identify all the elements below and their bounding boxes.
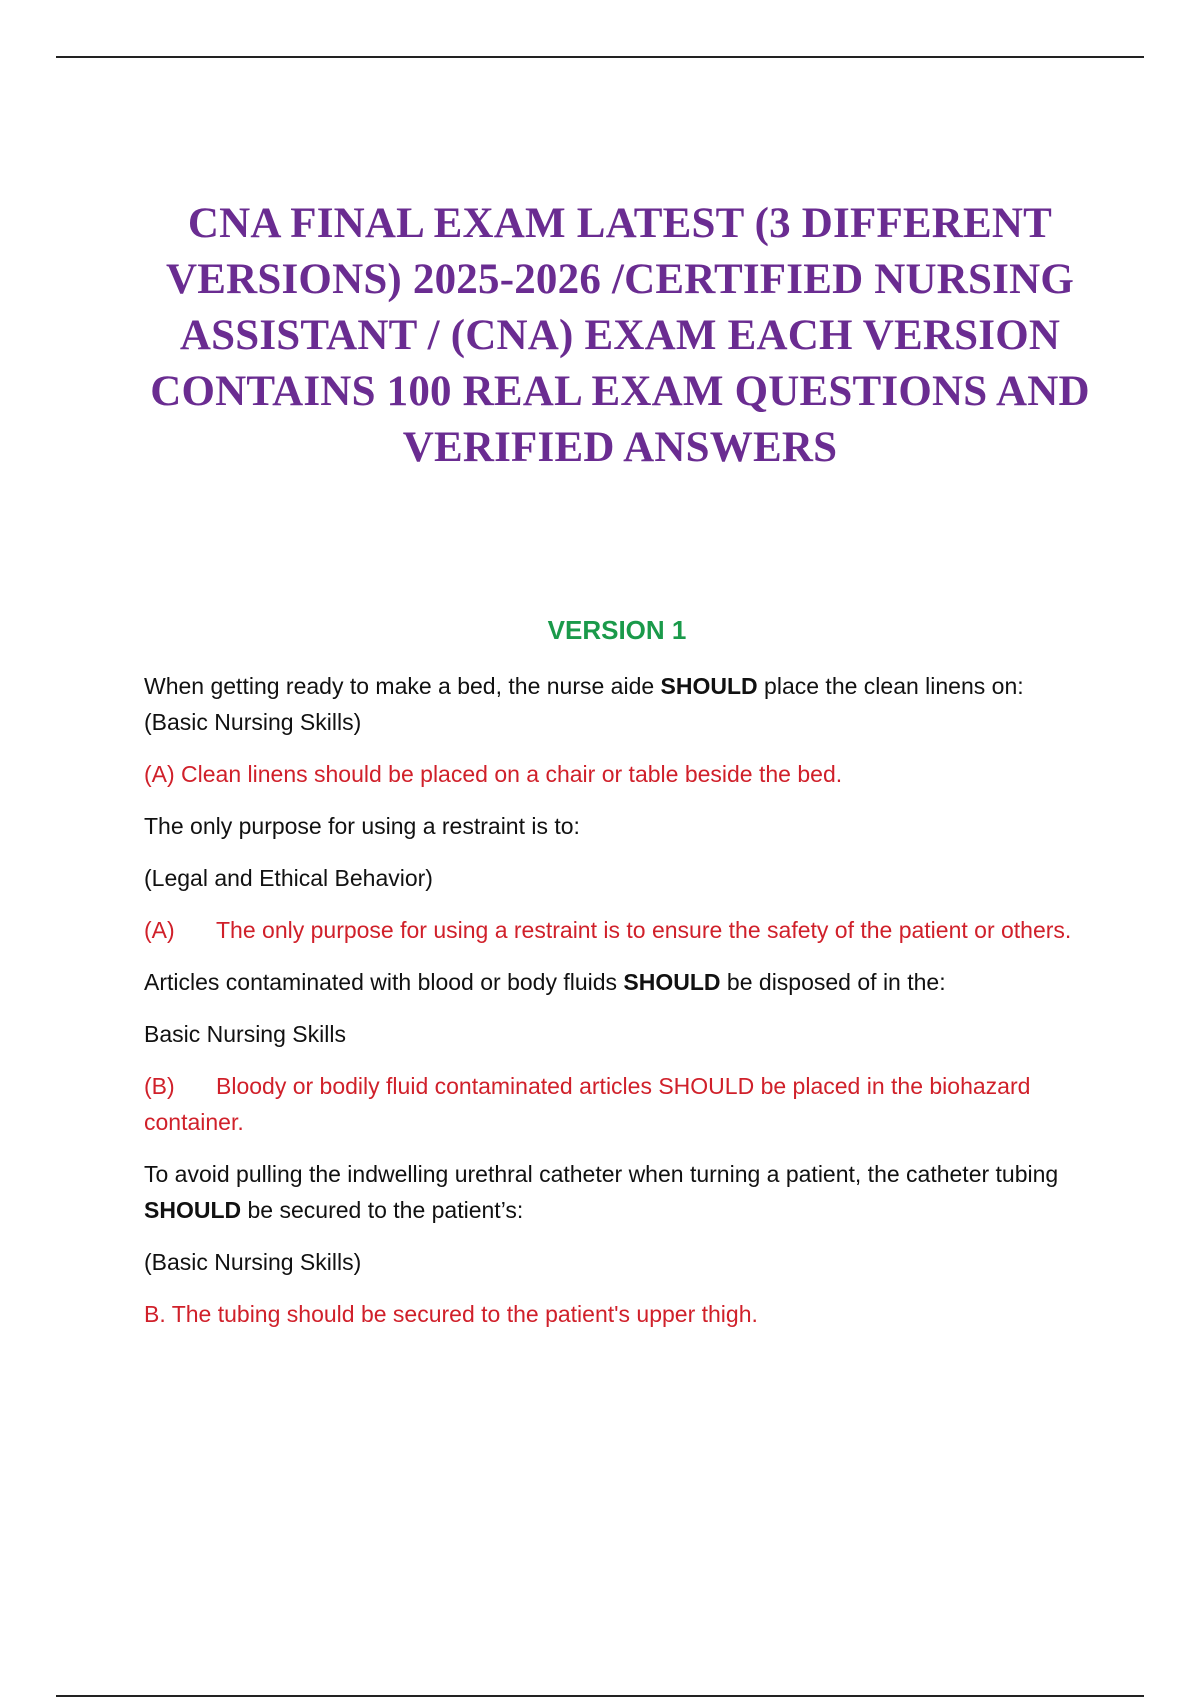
answer-2-label: (A) [144,917,175,943]
question-4-text-b: be secured to the patient’s: [241,1197,524,1223]
question-1-text-a: When getting ready to make a bed, the nurse aide [144,673,661,699]
section-heading: VERSION 1 [547,615,687,645]
answer-3 [144,1068,1074,1140]
top-rule [56,56,1144,58]
question-1-text-b: place the clean linens on: (Basic Nursing Skills) [144,673,1024,735]
question-3-text-b: be disposed of in the: [720,969,946,995]
question-3-category: Basic Nursing Skills [144,1021,346,1047]
answer-2 [144,912,1074,948]
question-3-text-a: Articles contaminated with blood or body fluids [144,969,624,995]
answer-1: (A) Clean linens should be placed on a chair or table beside the bed. [144,761,843,787]
question-4 [144,1156,1074,1228]
answer-2-text: The only purpose for using a restraint is to ensure the safety of the patient or others. [216,917,1072,943]
question-2: The only purpose for using a restraint is to: [144,813,580,839]
question-4-category: (Basic Nursing Skills) [144,1249,362,1275]
question-4-text-a: To avoid pulling the indwelling urethral catheter when turning a patient, the catheter tubing [144,1161,1059,1187]
question-3-emphasis: SHOULD [623,969,721,995]
question-3 [144,964,1074,1000]
question-1-emphasis: SHOULD [660,673,758,699]
bottom-rule [56,1695,1144,1697]
answer-3-text: Bloody or bodily fluid contaminated articles SHOULD be placed in the biohazard container. [144,1073,1031,1135]
question-4-emphasis: SHOULD [144,1197,242,1223]
document-title: CNA FINAL EXAM LATEST (3 DIFFERENT VERSIONS) 2025-2026 /CERTIFIED NURSING ASSISTANT / (CNA) EXAM EACH VERSION CONTAINS 100 REAL EXAM QUESTIONS AND VERIFIED ANSWERS [150,200,1090,471]
question-1 [144,668,1074,740]
answer-3-label: (B) [144,1073,175,1099]
answer-4: B. The tubing should be secured to the patient's upper thigh. [144,1301,758,1327]
questions-section [144,668,1074,1348]
question-2-category: (Legal and Ethical Behavior) [144,865,433,891]
